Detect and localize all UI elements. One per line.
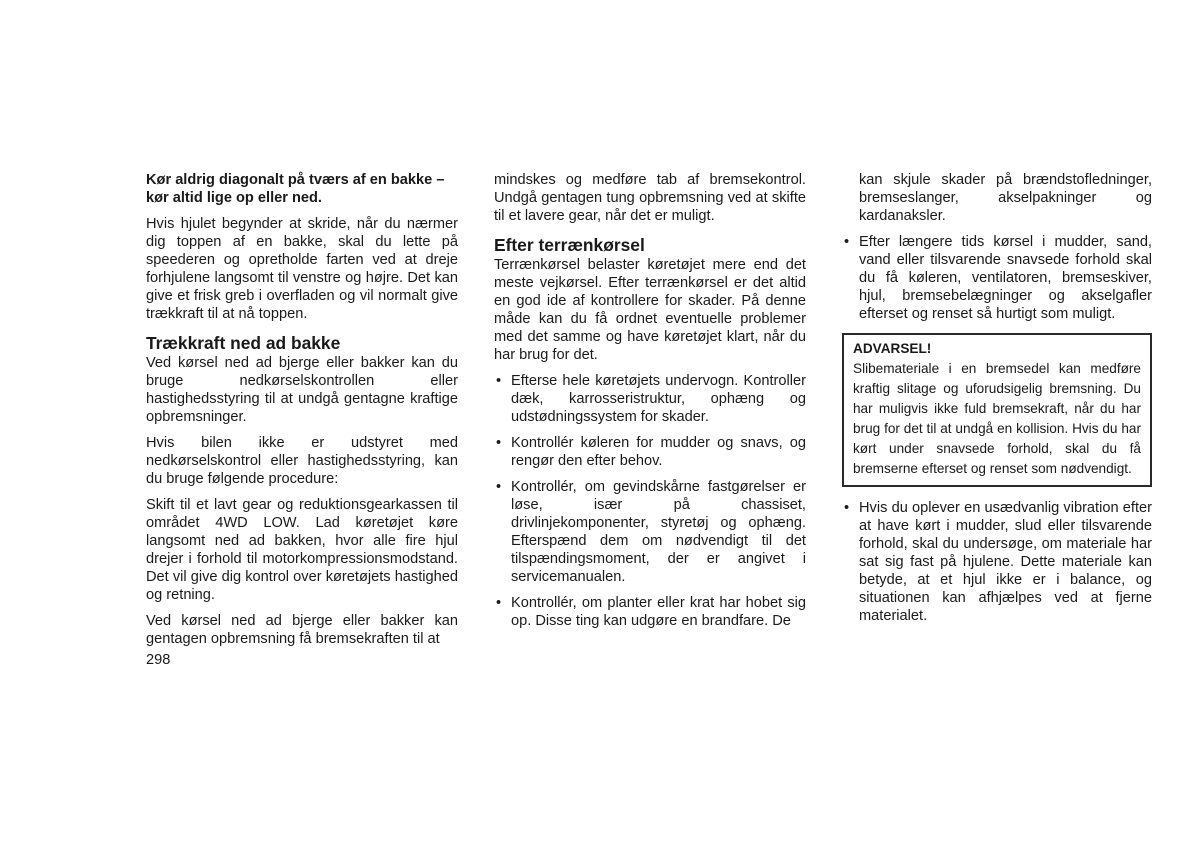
column-middle bbox=[494, 171, 806, 638]
heading-traction-downhill: Trækkraft ned ad bakke bbox=[146, 333, 341, 353]
heading-after-offroad: Efter terrænkørsel bbox=[494, 235, 645, 255]
warning-statement: Kør aldrig diagonalt på tværs af en bakke – kør altid lige op eller ned. bbox=[146, 172, 445, 206]
paragraph-repeated-braking: Ved kørsel ned ad bjerge eller bakker kan gentagen opbremsning få bremsekraften til at bbox=[146, 613, 458, 647]
bullet-icon: • bbox=[496, 595, 502, 611]
inspection-list-continued bbox=[842, 233, 1152, 323]
column-left bbox=[146, 171, 458, 656]
list-item: • Kontrollér, om planter eller krat har hobet sig op. Disse ting kan udgøre en brandfare. De bbox=[496, 595, 806, 629]
list-item: • Kontrollér køleren for mudder og snavs, og rengør den efter behov. bbox=[496, 435, 806, 469]
list-item: • Efter længere tids kørsel i mudder, sand, vand eller tilsvarende snavsede forhold skal du få køleren, ventilatoren, bremseskiver, hjul, bremsebelægninger og akselgafler efterset og renset så hurtigt som muligt. bbox=[844, 234, 1152, 322]
bullet-icon: • bbox=[496, 479, 502, 495]
paragraph-downhill-control: Ved kørsel ned ad bjerge eller bakker kan du bruge nedkørselskontrollen eller hastighedsstyring til at undgå gentagne kraftige opbremsninger. bbox=[146, 355, 458, 425]
bullet-icon: • bbox=[496, 435, 502, 451]
list-item: • Efterse hele køretøjets undervogn. Kontroller dæk, karrosseristruktur, ophæng og udstødningssystem for skader. bbox=[496, 373, 806, 425]
paragraph-no-downhill-control: Hvis bilen ikke er udstyret med nedkørselskontrol eller hastighedsstyring, kan du bruge følgende procedure: bbox=[146, 435, 458, 487]
warning-text: Slibemateriale i en bremsedel kan medføre kraftig slitage og uforudsigelig bremsning. Du har muligvis ikke fuld bremsekraft, når du har brug for det til at undgå en kollision. Hvis du har kørt under snavsede forhold, skal du få bremserne efterset og renset som nødvendigt. bbox=[853, 361, 1141, 476]
warning-title: ADVARSEL! bbox=[853, 341, 932, 356]
inspection-list bbox=[494, 372, 806, 630]
list-item-continued: kan skjule skader på brændstofledninger, bremseslanger, akselpakninger og kardanaksler. bbox=[859, 172, 1152, 224]
paragraph-wheel-slip: Hvis hjulet begynder at skride, når du nærmer dig toppen af en bakke, skal du lette på speederen og opretholde farten ved at dreje forhjulene langsomt til venstre og højre. Det kan give et frisk greb i overfladen og vil normalt give trækkraft til at nå toppen. bbox=[146, 216, 458, 322]
column-right bbox=[842, 171, 1152, 633]
paragraph-offroad-intro: Terrænkørsel belaster køretøjet mere end det meste vejkørsel. Efter terrænkørsel er det altid en god ide af kontrollere for skader. På denne måde kan du få ordnet eventuelle problemer med det samme og have køretøjet klart, når du har brug for det. bbox=[494, 257, 806, 363]
bullet-icon: • bbox=[496, 373, 502, 389]
page-number: 298 bbox=[146, 652, 171, 668]
list-item: • Hvis du oplever en usædvanlig vibration efter at have kørt i mudder, slud eller tilsvarende forhold, skal du undersøge, om materiale har sat sig fast på hjulene. Dette materiale kan betyde, at et hjul ikke er i balance, og situationen kan afhjælpes ved at fjerne materialet. bbox=[844, 500, 1152, 624]
inspection-list-final bbox=[842, 499, 1152, 625]
bullet-icon: • bbox=[844, 500, 850, 516]
paragraph-low-gear: Skift til et lavt gear og reduktionsgearkassen til området 4WD LOW. Lad køretøjet køre langsomt ned ad bakken, hvor alle fire hjul drejer i forhold til motorkompressionsmodstand. Det vil give dig kontrol over køretøjets hastighed og retning. bbox=[146, 497, 458, 603]
list-item: • Kontrollér, om gevindskårne fastgørelser er løse, især på chassiset, drivlinjekomponenter, styretøj og ophæng. Efterspænd dem om nødvendigt til det tilspændingsmoment, der er angivet i servicemanualen. bbox=[496, 479, 806, 585]
warning-box bbox=[842, 333, 1152, 487]
bullet-icon: • bbox=[844, 234, 850, 250]
paragraph-continued: mindskes og medføre tab af bremsekontrol. Undgå gentagen tung opbremsning ved at skifte til et lavere gear, når det er muligt. bbox=[494, 172, 806, 224]
